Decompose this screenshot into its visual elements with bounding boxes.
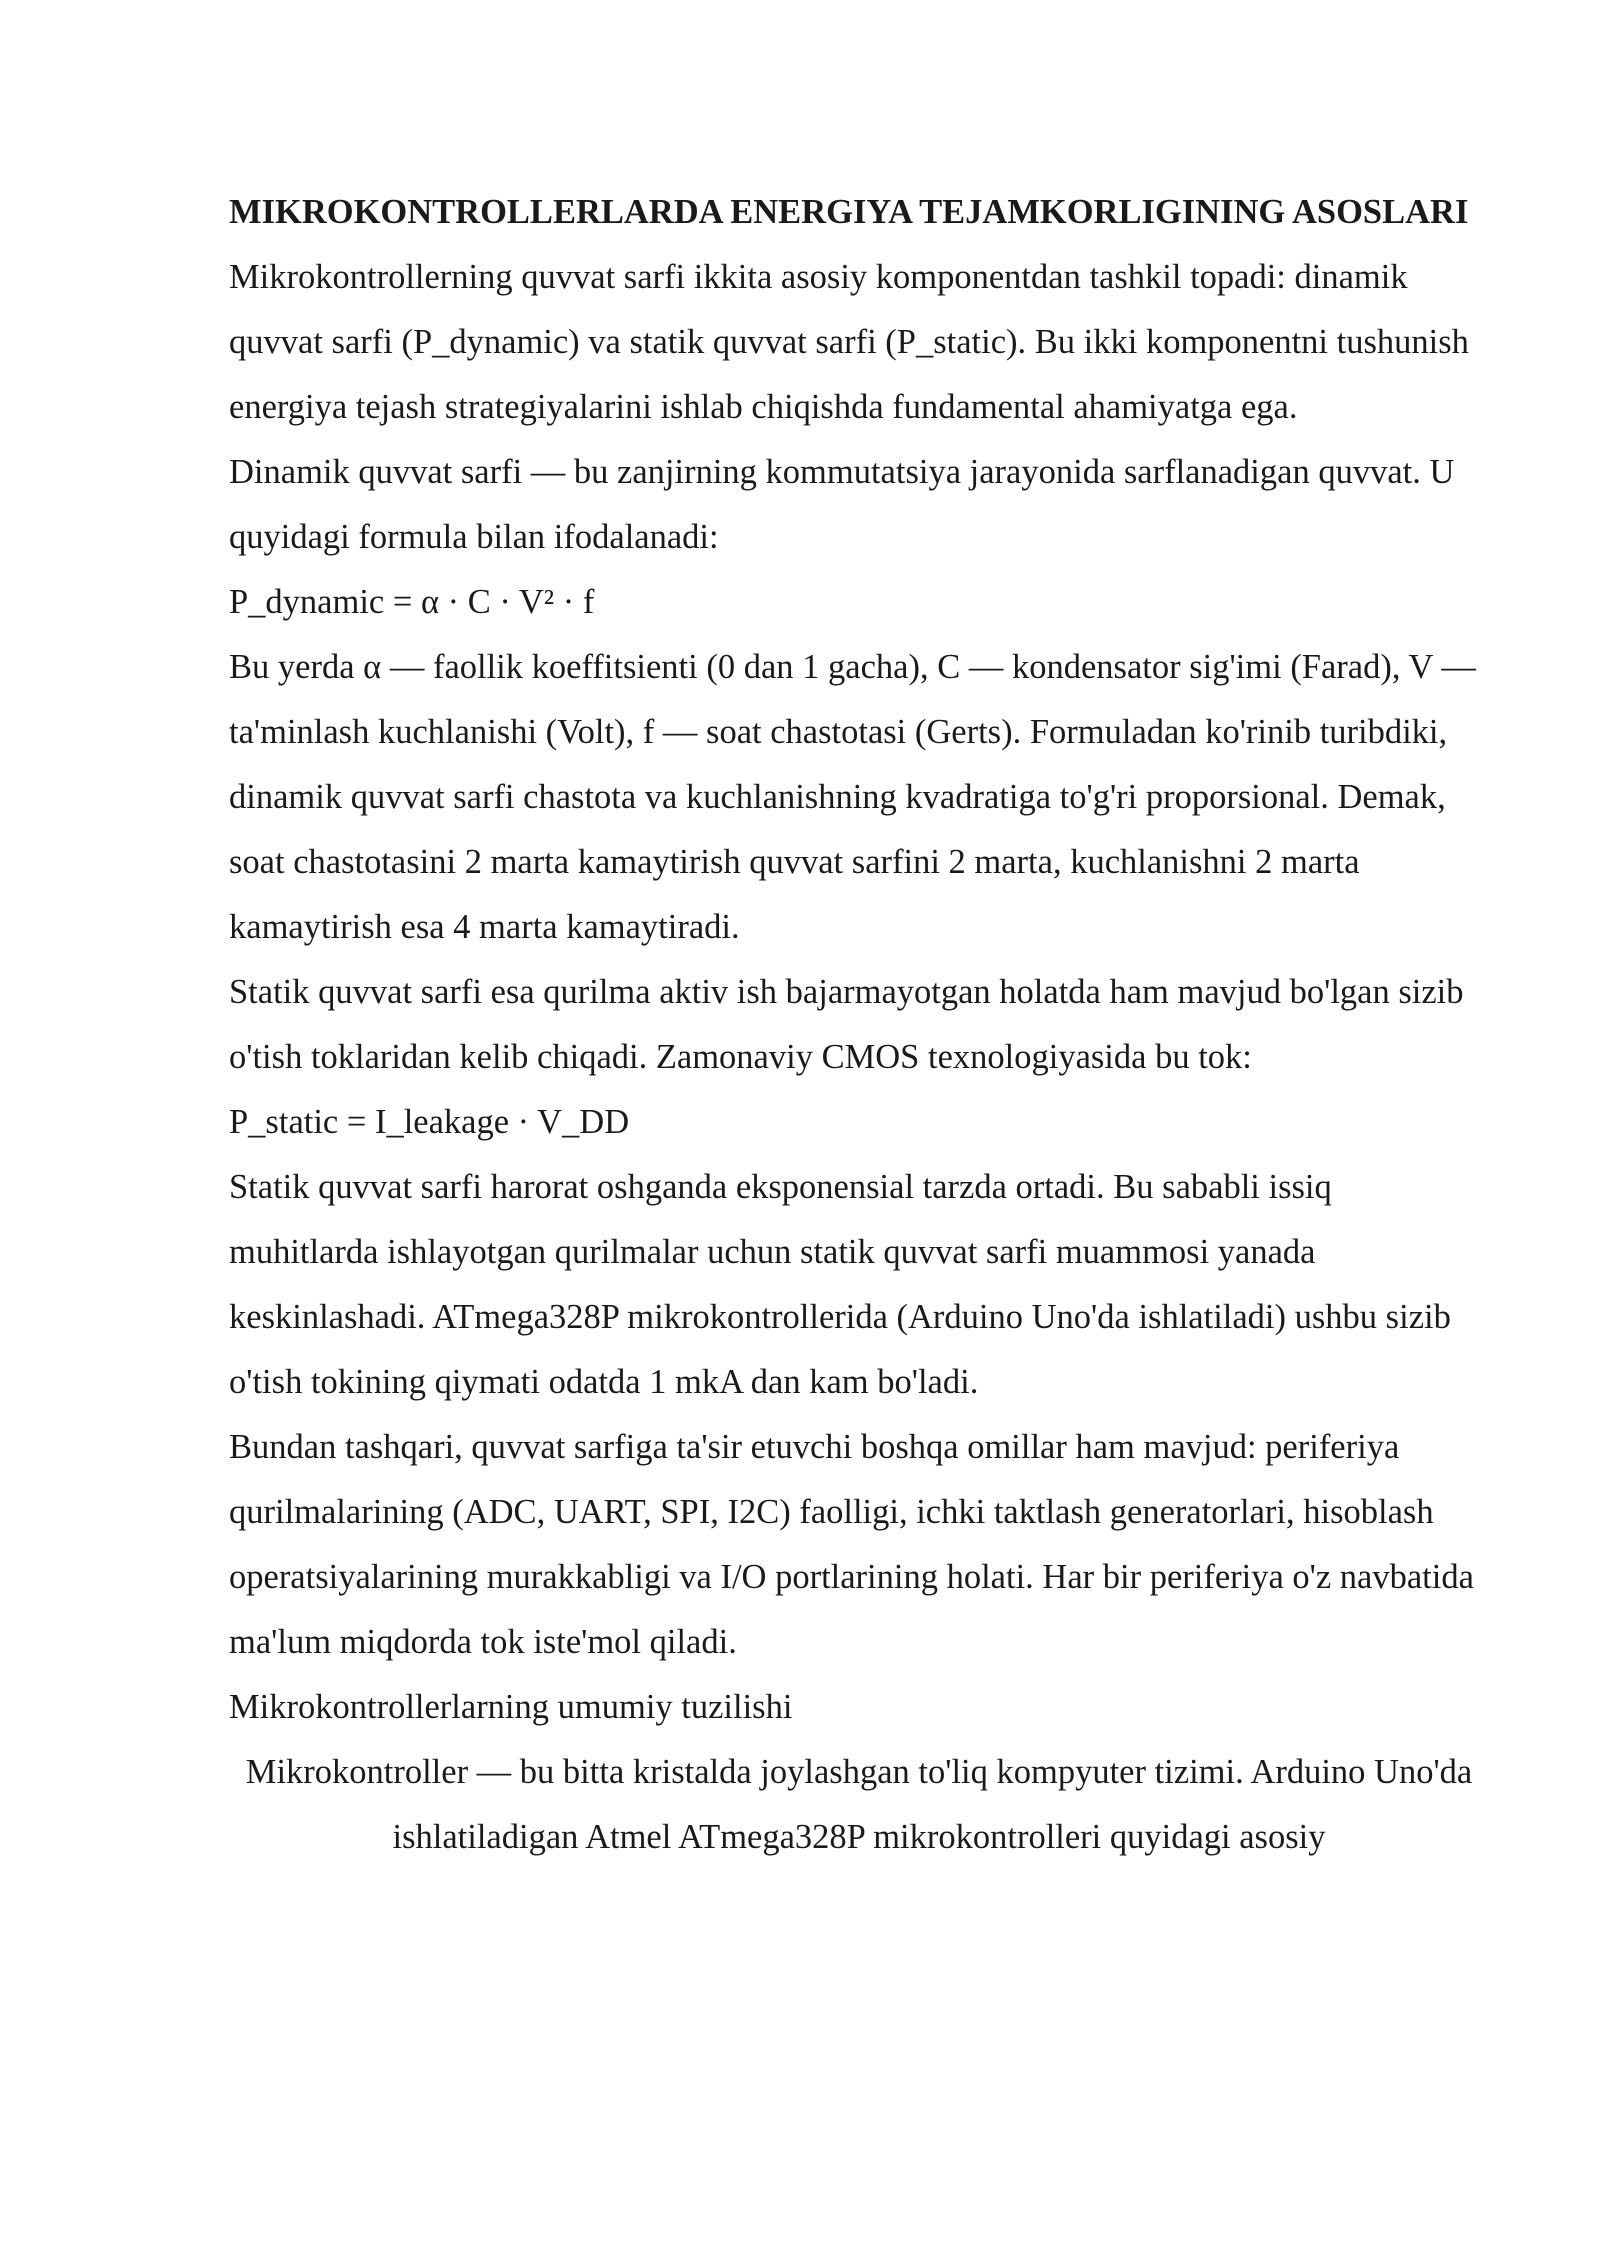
formula-static-power: P_static = I_leakage · V_DD: [229, 1103, 630, 1141]
document-title: MIKROKONTROLLERLARDA ENERGIYA TEJAMKORLIGINING ASOSLARI: [229, 193, 1469, 231]
paragraph-power-components: Mikrokontrollerning quvvat sarfi ikkita asosiy komponentdan tashkil topadi: dinamik quvvat sarfi (P_dynamic) va statik quvvat sarfi (P_static). Bu ikki komponentni tushunish energiya tejash strategiyalarini ishlab chiqishda fundamental ahamiyatga ega.: [229, 258, 1469, 426]
formula-dynamic-power: P_dynamic = α · C · V² · f: [229, 583, 595, 621]
paragraph-static-power: Statik quvvat sarfi esa qurilma aktiv ish bajarmayotgan holatda ham mavjud bo'lgan sizib o'tish toklaridan kelib chiqadi. Zamonaviy CMOS texnologiyasida bu tok:: [229, 973, 1464, 1076]
paragraph-temperature-effect: Statik quvvat sarfi harorat oshganda eksponensial tarzda ortadi. Bu sababli issiq muhitlarda ishlayotgan qurilmalar uchun statik quvvat sarfi muammosi yanada keskinlashadi. ATmega328P mikrokontrollerida (Arduino Uno'da ishlatiladi) ushbu sizib o'tish tokining qiymati odatda 1 mkA dan kam bo'ladi.: [229, 1168, 1451, 1401]
section-heading-mcu-structure: Mikrokontrollerlarning umumiy tuzilishi: [229, 1688, 793, 1726]
paragraph-mcu-definition: Mikrokontroller — bu bitta kristalda joylashgan to'liq kompyuter tizimi. Arduino Uno'da ishlatiladigan Atmel ATmega328P mikrokontrolleri quyidagi asosiy: [245, 1753, 1473, 1856]
paragraph-other-factors: Bundan tashqari, quvvat sarfiga ta'sir etuvchi boshqa omillar ham mavjud: periferiya qurilmalarining (ADC, UART, SPI, I2C) faolligi, ichki taktlash generatorlari, hisoblash operatsiyalarining murakkabligi va I/O portlarining holati. Har bir periferiya o'z navbatida ma'lum miqdorda tok iste'mol qiladi.: [229, 1428, 1474, 1661]
paragraph-dynamic-power: Dinamik quvvat sarfi — bu zanjirning kommutatsiya jarayonida sarflanadigan quvvat. U quyidagi formula bilan ifodalanadi:: [229, 453, 1455, 556]
paragraph-formula-explanation: Bu yerda α — faollik koeffitsienti (0 dan 1 gacha), C — kondensator sig'imi (Farad), V — ta'minlash kuchlanishi (Volt), f — soat chastotasi (Gerts). Formuladan ko'rinib turibdiki, dinamik quvvat sarfi chastota va kuchlanishning kvadratiga to'g'ri proporsional. Demak, soat chastotasini 2 marta kamaytirish quvvat sarfini 2 marta, kuchlanishni 2 marta kamaytirish esa 4 marta kamaytiradi.: [229, 648, 1476, 946]
document-body: [229, 180, 1489, 1870]
